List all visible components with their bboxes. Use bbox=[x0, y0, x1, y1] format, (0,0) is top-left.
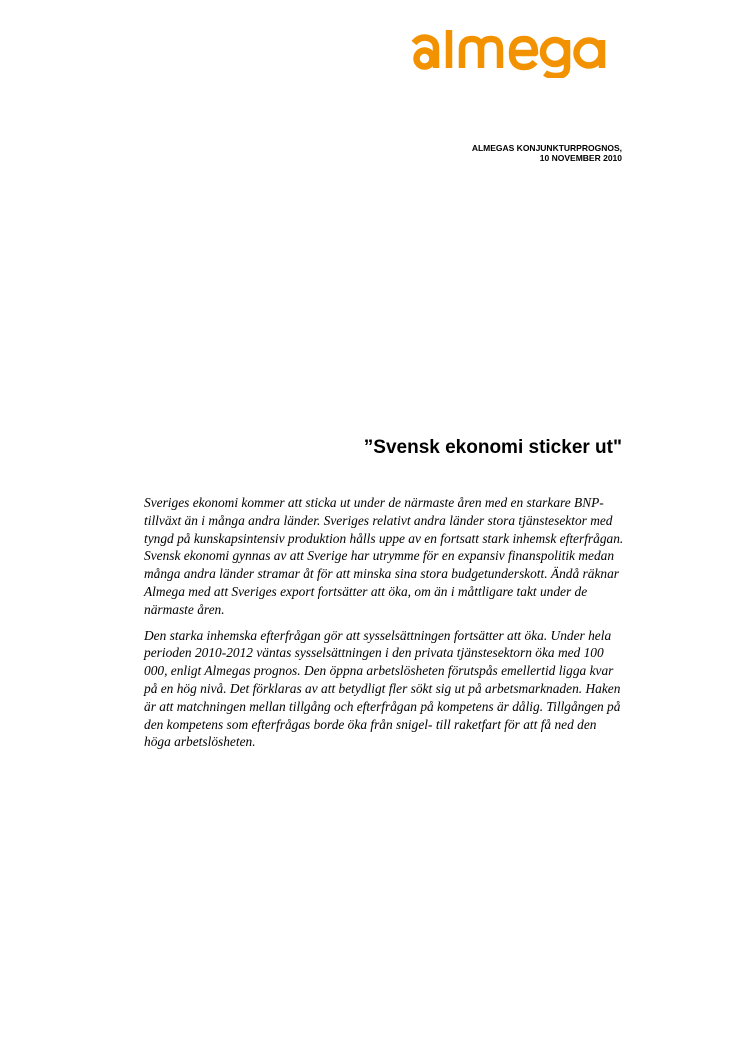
almega-logo-icon bbox=[406, 22, 616, 78]
almega-logo bbox=[406, 22, 616, 78]
body-text bbox=[144, 494, 626, 759]
headline: ”Svensk ekonomi sticker ut" bbox=[363, 437, 622, 458]
document-header bbox=[472, 143, 622, 163]
header-line-title: ALMEGAS KONJUNKTURPROGNOS, bbox=[471, 143, 622, 153]
paragraph-1: Sveriges ekonomi kommer att sticka ut under de närmaste åren med en starkare BNP-tillväxt än i många andra länder. Sveriges relativt andra länder stora tjänstesektor med tyngd på kunskapsintensiv produktion hålls uppe av en fortsatt stark inhemsk efterfrågan. Svensk ekonomi gynnas av att Sverige har utrymme för en expansiv finanspolitik medan många andra länder stramar åt för att minska sina stora budgetunderskott. Ändå räknar Almega med att Sveriges export fortsätter att öka, om än i måttligare takt under de närmaste åren. bbox=[144, 495, 624, 617]
header-line-date: 10 NOVEMBER 2010 bbox=[539, 153, 622, 163]
paragraph-2: Den starka inhemska efterfrågan gör att sysselsättningen fortsätter att öka. Under hela perioden 2010-2012 väntas sysselsättningen i den privata tjänstesektorn öka med 100 000, enligt Almegas prognos. Den öppna arbetslösheten förutspås emellertid ligga kvar på en hög nivå. Det förklaras av att betydligt fler sökt sig ut på arbetsmarknaden. Haken är att matchningen mellan tillgång och efterfrågan på kompetens är dålig. Tillgången på den kompetens som efterfrågas borde öka från snigel- till raketfart för att få ned den höga arbetslösheten. bbox=[144, 627, 621, 750]
